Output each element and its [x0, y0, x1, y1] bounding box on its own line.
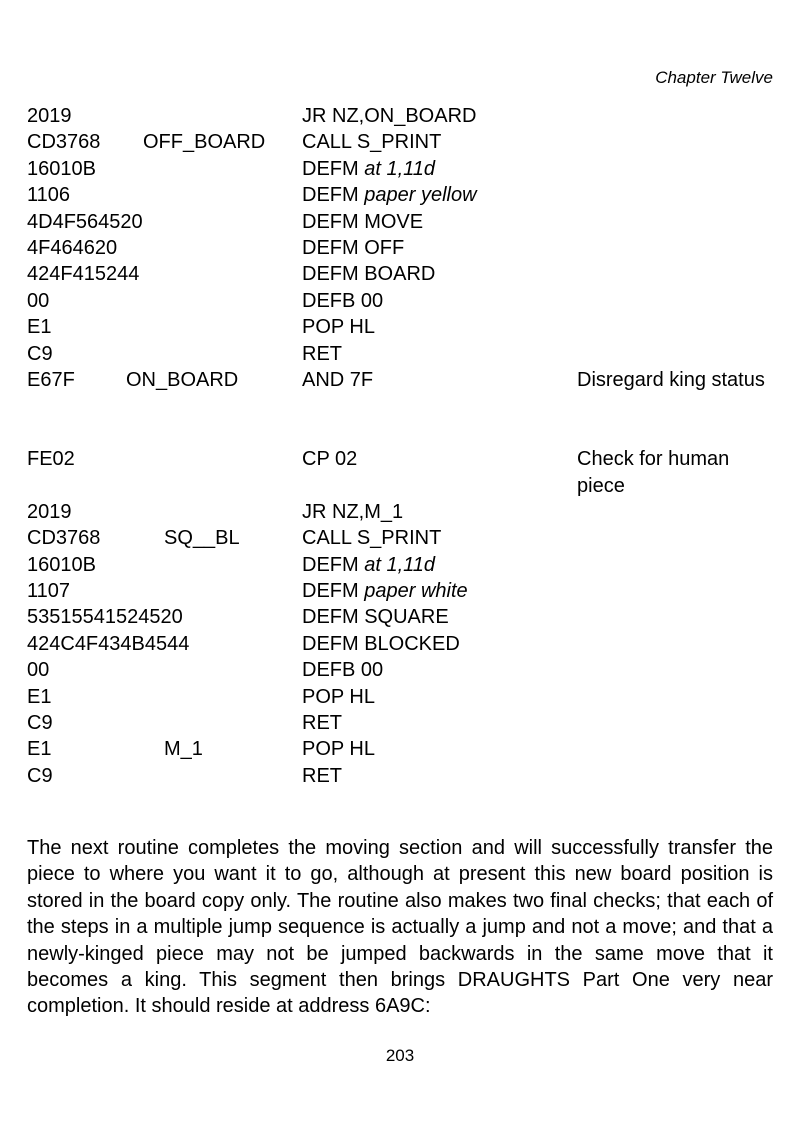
instruction: DEFM OFF: [302, 236, 405, 259]
instruction: JR NZ,M_1: [302, 500, 404, 523]
code-comment: Check for human piece: [577, 448, 730, 497]
listing-row: [27, 103, 787, 129]
listing-row: [27, 525, 787, 551]
instruction: DEFM MOVE: [302, 210, 424, 233]
instruction: CALL S_PRINT: [302, 131, 442, 154]
hex-code: E1: [27, 685, 52, 708]
instruction-arg: at 1,11d: [364, 553, 436, 576]
code-label: ON_BOARD: [126, 368, 239, 391]
hex-code: E1: [27, 738, 52, 761]
instruction: DEFM SQUARE: [302, 606, 449, 629]
hex-code: 4D4F564520: [27, 210, 143, 233]
listing-row: [27, 129, 787, 155]
hex-code: FE02: [27, 448, 75, 471]
instruction-arg: paper white: [364, 580, 468, 603]
listing-row: [27, 499, 787, 525]
listing-row: [27, 182, 787, 208]
instruction: DEFB 00: [302, 659, 384, 682]
listing-row: [27, 314, 787, 340]
listing-row: [27, 657, 787, 683]
instruction: JR NZ,ON_BOARD: [302, 105, 477, 127]
hex-code: E67F: [27, 368, 75, 391]
hex-code: 4F464620: [27, 236, 118, 259]
instruction: [302, 182, 477, 208]
instruction: DEFM BOARD: [302, 263, 436, 286]
instruction-arg: at 1,11d: [364, 157, 436, 180]
listing-row: [27, 341, 787, 367]
hex-code: 2019: [27, 105, 72, 127]
instruction: RET: [302, 764, 342, 787]
instruction: [302, 578, 468, 604]
chapter-heading: Chapter Twelve: [655, 68, 773, 87]
listing-row: [27, 736, 787, 762]
hex-code: 1106: [27, 184, 71, 207]
hex-code: 16010B: [27, 553, 96, 576]
hex-code: C9: [27, 712, 53, 735]
hex-code: 53515541524520: [27, 606, 183, 629]
listing-row: [27, 604, 787, 630]
listing-row: [27, 261, 787, 287]
instruction-op: DEFM: [302, 157, 359, 180]
instruction: RET: [302, 342, 342, 365]
instruction: RET: [302, 712, 342, 735]
hex-code: CD3768: [27, 131, 101, 154]
hex-code: C9: [27, 764, 53, 787]
code-label: OFF_BOARD: [143, 131, 266, 154]
instruction: [302, 156, 435, 182]
assembly-listing: [27, 103, 787, 789]
instruction: CALL S_PRINT: [302, 527, 442, 550]
instruction: CP 02: [302, 448, 358, 471]
code-comment: Disregard king status: [577, 368, 765, 391]
hex-code: 00: [27, 289, 50, 312]
instruction: POP HL: [302, 316, 375, 339]
instruction-op: DEFM: [302, 580, 359, 603]
hex-code: 00: [27, 659, 50, 682]
body-paragraph: The next routine completes the moving section and will successfully transfer the piece to where you want it to go, although at present this new board position is stored in the board copy only. The routine also makes two final checks; that each of the steps in a multiple jump sequence is actually a jump and not a move; and that a newly-kinged piece may not be jumped backwards in the same move that it becomes a king. This segment then brings DRAUGHTS Part One very near completion. It should reside at address 6A9C:: [27, 837, 773, 1018]
instruction: DEFM BLOCKED: [302, 632, 460, 655]
instruction: POP HL: [302, 685, 375, 708]
instruction: DEFB 00: [302, 289, 384, 312]
instruction-arg: paper yellow: [364, 184, 477, 207]
listing-row: [27, 209, 787, 235]
hex-code: E1: [27, 316, 52, 339]
hex-code: C9: [27, 342, 53, 365]
listing-row: [27, 446, 787, 499]
listing-row: [27, 684, 787, 710]
listing-row: [27, 763, 787, 789]
listing-row: [27, 578, 787, 604]
hex-code: CD3768: [27, 527, 101, 550]
instruction: [302, 552, 435, 578]
instruction-op: DEFM: [302, 184, 359, 207]
hex-code: 2019: [27, 500, 72, 523]
listing-row: [27, 367, 787, 446]
listing-row: [27, 156, 787, 182]
hex-code: 424F415244: [27, 263, 140, 286]
instruction: AND 7F: [302, 368, 374, 391]
listing-row: [27, 288, 787, 314]
code-label: M_1: [164, 738, 203, 761]
listing-row: [27, 710, 787, 736]
code-label: SQ__BL: [164, 527, 240, 550]
instruction-op: DEFM: [302, 553, 359, 576]
listing-row: [27, 631, 787, 657]
instruction: POP HL: [302, 738, 375, 761]
hex-code: 16010B: [27, 157, 96, 180]
hex-code: 424C4F434B4544: [27, 632, 190, 655]
listing-row: [27, 552, 787, 578]
page-number: 203: [385, 1046, 415, 1065]
hex-code: 1107: [27, 580, 71, 603]
listing-row: [27, 235, 787, 261]
